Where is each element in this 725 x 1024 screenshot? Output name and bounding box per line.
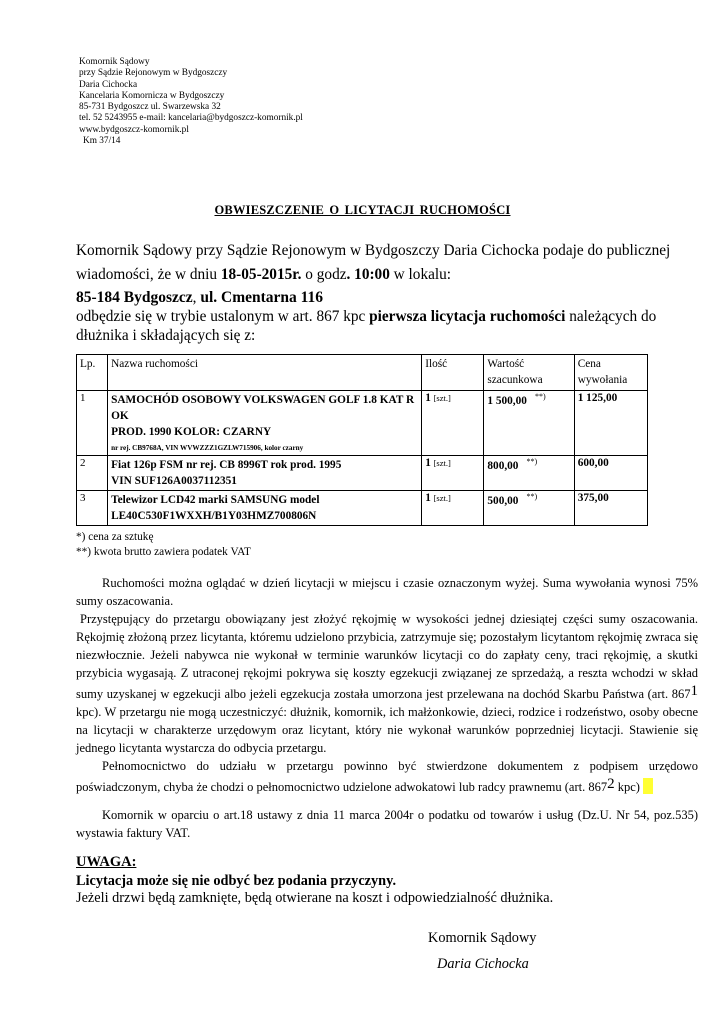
signature-name: Daria Cichocka <box>437 956 529 972</box>
items-table <box>76 354 648 526</box>
cell-price <box>574 491 647 526</box>
warning-line-bold: Licytacja może się nie odbyć bez podania przyczyny. <box>76 873 397 889</box>
header-qty: Ilość <box>422 355 484 391</box>
document-title: OBWIESZCZENIE O LICYTACJI RUCHOMOŚCI <box>214 203 511 217</box>
intro-text: w lokalu: <box>389 266 452 283</box>
warning-heading: UWAGA: <box>76 854 137 870</box>
intro-text: odbędzie się w trybie ustalonym w art. 867 kpc <box>76 308 370 325</box>
signature-role: Komornik Sądowy <box>428 930 537 946</box>
auction-type: pierwsza licytacja ruchomości <box>369 308 566 325</box>
item-name-line: SAMOCHÓD OSOBOWY VOLKSWAGEN GOLF 1.8 KAT R OK <box>111 394 415 422</box>
intro-text: należących do dłużnika i składających się z: <box>76 308 657 344</box>
item-details: nr rej. CB9768A, VIN WVWZZZ1GZLW715906, kolor czarny <box>111 444 304 452</box>
proxy-text: kpc) <box>614 780 640 794</box>
address-street: ul. Cmentarna 116 <box>200 289 324 306</box>
article-superscript: 2 <box>607 776 615 792</box>
vat-paragraph: Komornik w oparciu o art.18 ustawy z dnia 11 marca 2004r o podatku od towarów i usług (Dz.U. Nr 54, poz.535) wystawia faktury VAT. <box>76 808 698 840</box>
table-row <box>77 491 648 526</box>
auction-date: 18-05-2015r. <box>220 266 302 283</box>
table-footnotes <box>76 530 251 559</box>
header-line: tel. 52 5243955 e-mail: kancelaria@bydgoszcz-komornik.pl <box>79 113 303 124</box>
header-line: przy Sądzie Rejonowym w Bydgoszczy <box>79 68 228 79</box>
header-line: 85-731 Bydgoszcz ul. Swarzewska 32 <box>79 102 221 113</box>
viewing-paragraph: Ruchomości można oglądać w dzień licytacji w miejscu i czasie oznaczonym wyżej. Suma wywołania wynosi 75% sumy oszacowania. <box>76 576 698 608</box>
cell-value <box>484 491 574 526</box>
cell-lp: 1 <box>77 391 108 456</box>
qty-unit: [szt.] <box>433 458 451 468</box>
article-superscript: 1 <box>690 683 698 699</box>
cell-value <box>484 391 574 456</box>
warning-line: Jeżeli drzwi będą zamknięte, będą otwierane na koszt i odpowiedzialność dłużnika. <box>76 890 554 906</box>
header-value: Wartość szacunkowa <box>484 355 574 391</box>
cell-lp: 3 <box>77 491 108 526</box>
price-number: 600,00 <box>577 457 609 469</box>
cell-qty <box>422 391 484 456</box>
deposit-text: kpc). W przetargu nie mogą uczestniczyć: dłużnik, komornik, ich małżonkowie, dzieci, rodzice i rodzeństwo, osoby obecne na licytacji w charakterze urzędowym oraz licytant, który nie wykonał warunków poprzedniej licytacji. Stawienie się jednego licytanta wystarcza do odbycia przetargu. <box>76 705 698 755</box>
item-name-line: VIN SUF126A0037112351 <box>111 475 237 487</box>
header-lp: Lp. <box>77 355 108 391</box>
header-line: Daria Cichocka <box>79 79 138 90</box>
bailiff-header <box>79 57 303 147</box>
cell-name <box>108 391 422 456</box>
header-line: Kancelaria Komornicza w Bydgoszczy <box>79 90 225 101</box>
table-header-row <box>77 355 648 391</box>
header-price: Cena wywołania <box>574 355 647 391</box>
cell-qty <box>422 491 484 526</box>
header-line: www.bydgoszcz-komornik.pl <box>79 124 189 135</box>
footnote: *) cena za sztukę <box>76 531 154 543</box>
cell-price <box>574 391 647 456</box>
value-number: 500,00 <box>487 495 519 507</box>
qty-unit: [szt.] <box>433 393 451 403</box>
qty-unit: [szt.] <box>433 493 451 503</box>
table-row <box>77 391 648 456</box>
deposit-paragraph <box>76 610 698 796</box>
vat-note-marker: **) <box>534 392 546 401</box>
value-number: 1 500,00 <box>487 395 527 407</box>
signature-block <box>428 925 536 977</box>
cell-qty <box>422 456 484 491</box>
auction-time: . 10:00 <box>346 266 390 283</box>
header-line: Komornik Sądowy <box>79 57 150 67</box>
qty-number: 1 <box>425 392 431 404</box>
qty-number: 1 <box>425 457 431 469</box>
vat-note-marker: **) <box>526 492 538 501</box>
cell-price <box>574 456 647 491</box>
intro-text: Komornik Sądowy przy Sądzie Rejonowym w Bydgoszczy Daria Cichocka podaje do publicznej wiadomości, że w dniu <box>76 242 671 283</box>
item-name-line: Fiat 126p FSM nr rej. CB 8996T rok prod. 1995 <box>111 459 342 471</box>
item-name-line: PROD. 1990 KOLOR: CZARNY <box>111 426 272 438</box>
cell-name <box>108 491 422 526</box>
intro-text: o godz <box>301 266 347 283</box>
case-number: Km 37/14 <box>83 136 121 147</box>
deposit-text: Przystępujący do przetargu obowiązany jest złożyć rękojmię w wysokości jednej dziesiątej części sumy oszacowania. Rękojmię złożoną przez licytanta, któremu udzielono przybicia, zatrzymuje się; pozostałym licytantom rękojmię zwraca się niezwłocznie. Jeżeli nabywca nie wykonał w terminie warunków licytacji co do zapłaty ceny, traci rękojmię, a skutki przybicia wygasają. Z utraconej rękojmi pokrywa się koszty egzekucji związanej ze sprzedażą, a reszta wchodzi w skład sumy uzyskanej w egzekucji albo jeżeli egzekucja została umorzona jest przelewana na dochód Skarbu Państwa (art. 867 <box>76 612 698 701</box>
price-number: 1 125,00 <box>577 392 618 404</box>
proxy-text: Pełnomocnictwo do udziału w przetargu powinno być stwierdzone dokumentem z podpisem urzędowo poświadczonym, chyba że chodzi o pełnomocnictwo udzielone adwokatowi lub radcy prawnemu (art. 867 <box>76 759 698 794</box>
footnote: **) kwota brutto zawiera podatek VAT <box>76 545 251 558</box>
qty-number: 1 <box>425 492 431 504</box>
item-name-line: Telewizor LCD42 marki SAMSUNG model <box>111 494 320 506</box>
value-number: 800,00 <box>487 460 519 472</box>
item-name-line: LE40C530F1WXXH/B1Y03HMZ700806N <box>111 510 317 522</box>
address-separator: , <box>192 289 201 306</box>
intro-paragraph <box>76 239 696 287</box>
vat-note-marker: **) <box>526 457 538 466</box>
price-number: 375,00 <box>577 492 609 504</box>
table-row <box>77 456 648 491</box>
cell-lp: 2 <box>77 456 108 491</box>
location-paragraph <box>76 288 698 345</box>
cell-value <box>484 456 574 491</box>
cell-name <box>108 456 422 491</box>
header-name: Nazwa ruchomości <box>108 355 422 391</box>
address-city: 85-184 Bydgoszcz <box>76 289 193 306</box>
highlight-mark <box>643 778 653 794</box>
